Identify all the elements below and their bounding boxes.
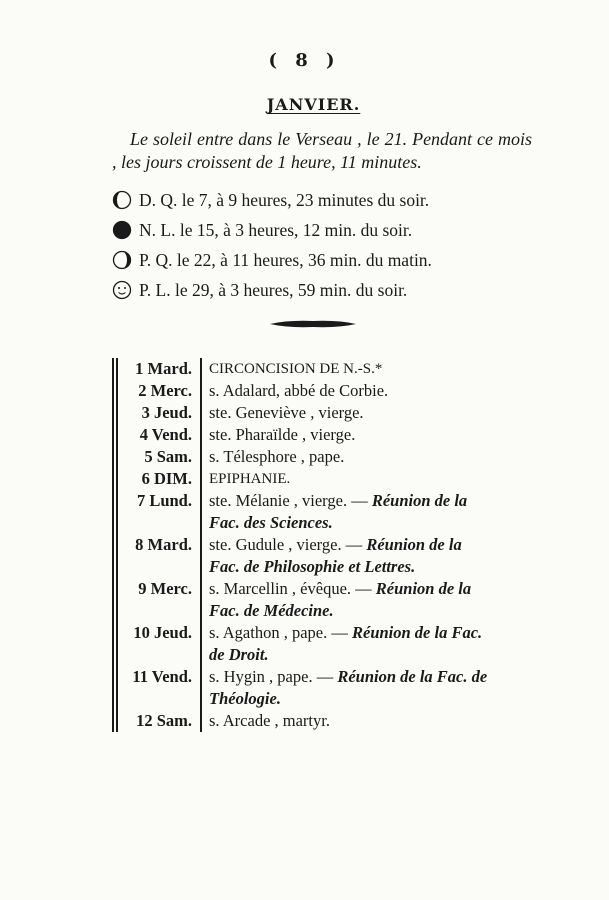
calendar-day: 10 Jeud. xyxy=(133,623,192,642)
moon-phase-text: D. Q. le 7, à 9 heures, 23 minutes du soir. xyxy=(139,189,430,210)
saint-name: CIRCONCISION DE N.-S.* xyxy=(209,361,383,377)
meeting-note-continued: Fac. de Philosophie et Lettres. xyxy=(209,557,416,576)
saint-name: s. Arcade , martyr. xyxy=(209,711,330,730)
saint-line xyxy=(209,622,528,644)
moon-phases-list xyxy=(112,185,552,305)
calendar-description xyxy=(200,578,528,622)
calendar-description xyxy=(200,446,528,468)
calendar-day: 12 Sam. xyxy=(136,711,192,730)
saint-line xyxy=(209,666,528,688)
meeting-note: Réunion de la Fac. de xyxy=(337,667,488,686)
calendar-day: 5 Sam. xyxy=(144,447,192,466)
saint-name: ste. Geneviève , vierge. xyxy=(209,403,364,422)
full-moon-icon xyxy=(112,280,132,300)
calendar-row xyxy=(118,578,538,622)
calendar-row xyxy=(118,490,538,534)
calendar-description xyxy=(200,534,528,578)
new-moon-icon xyxy=(112,220,132,240)
saint-name: s. Marcellin , évêque. — xyxy=(209,579,376,598)
month-title: JANVIER. xyxy=(266,95,361,114)
meeting-note: Réunion de la xyxy=(375,579,472,598)
saint-line xyxy=(209,490,528,512)
meeting-note-continued: de Droit. xyxy=(209,645,269,664)
saint-name: ste. Mélanie , vierge. — xyxy=(209,491,372,510)
moon-phase-text: P. L. le 29, à 3 heures, 59 min. du soir. xyxy=(139,279,408,300)
outer-rule xyxy=(112,358,114,732)
calendar-day: 6 DIM. xyxy=(141,469,192,488)
ornamental-separator xyxy=(268,318,358,330)
calendar-description xyxy=(200,424,528,446)
calendar-description xyxy=(200,710,528,732)
calendar-row xyxy=(118,358,538,380)
calendar-row xyxy=(118,424,538,446)
moon-phase-row xyxy=(112,185,552,215)
saint-name: s. Hygin , pape. — xyxy=(209,667,338,686)
moon-phase-text: N. L. le 15, à 3 heures, 12 min. du soir. xyxy=(139,219,413,240)
meeting-note-continued: Fac. des Sciences. xyxy=(209,513,333,532)
last-quarter-moon-icon xyxy=(112,190,132,210)
calendar-description xyxy=(200,490,528,534)
calendar-description xyxy=(200,380,528,402)
moon-phase-row xyxy=(112,275,552,305)
meeting-note: Réunion de la Fac. xyxy=(351,623,483,642)
calendar-description xyxy=(200,358,528,380)
calendar-row xyxy=(118,666,538,710)
saint-name: EPIPHANIE. xyxy=(209,471,291,487)
meeting-note: Réunion de la xyxy=(371,491,468,510)
calendar-row xyxy=(118,446,538,468)
page-number: ( 8 ) xyxy=(268,50,341,71)
meeting-note-continued: Fac. de Médecine. xyxy=(209,601,334,620)
moon-phase-row xyxy=(112,215,552,245)
calendar-day: 1 Mard. xyxy=(135,359,192,378)
calendar-row xyxy=(118,468,538,490)
saint-name: s. Agathon , pape. — xyxy=(209,623,352,642)
saint-line xyxy=(209,578,528,600)
saint-name: ste. Gudule , vierge. — xyxy=(209,535,367,554)
calendar-day: 3 Jeud. xyxy=(141,403,192,422)
saint-line xyxy=(209,534,528,556)
first-quarter-moon-icon xyxy=(112,250,132,270)
calendar-description xyxy=(200,666,528,710)
intro-paragraph: Le soleil entre dans le Verseau , le 21. Pendant ce mois , les jours croissent de 1 heure, 11 minutes. xyxy=(112,129,532,172)
calendar-day: 11 Vend. xyxy=(132,667,192,686)
calendar-row xyxy=(118,710,538,732)
calendar-description xyxy=(200,622,528,666)
calendar-row xyxy=(118,534,538,578)
saint-name: ste. Pharaïlde , vierge. xyxy=(209,425,356,444)
moon-phase-text: P. Q. le 22, à 11 heures, 36 min. du matin. xyxy=(139,249,432,270)
calendar-day: 2 Merc. xyxy=(138,381,192,400)
calendar-row xyxy=(118,402,538,424)
calendar-table xyxy=(118,358,538,732)
calendar-description xyxy=(200,468,528,490)
calendar-row xyxy=(118,380,538,402)
meeting-note: Réunion de la xyxy=(366,535,462,554)
meeting-note-continued: Théologie. xyxy=(209,689,281,708)
moon-phase-row xyxy=(112,245,552,275)
saint-name: s. Télesphore , pape. xyxy=(209,447,345,466)
calendar-day: 7 Lund. xyxy=(136,491,192,510)
calendar-row xyxy=(118,622,538,666)
calendar-description xyxy=(200,402,528,424)
saint-name: s. Adalard, abbé de Corbie. xyxy=(209,381,389,400)
calendar-day: 8 Mard. xyxy=(135,535,192,554)
calendar-day: 4 Vend. xyxy=(139,425,192,444)
calendar-day: 9 Merc. xyxy=(138,579,192,598)
